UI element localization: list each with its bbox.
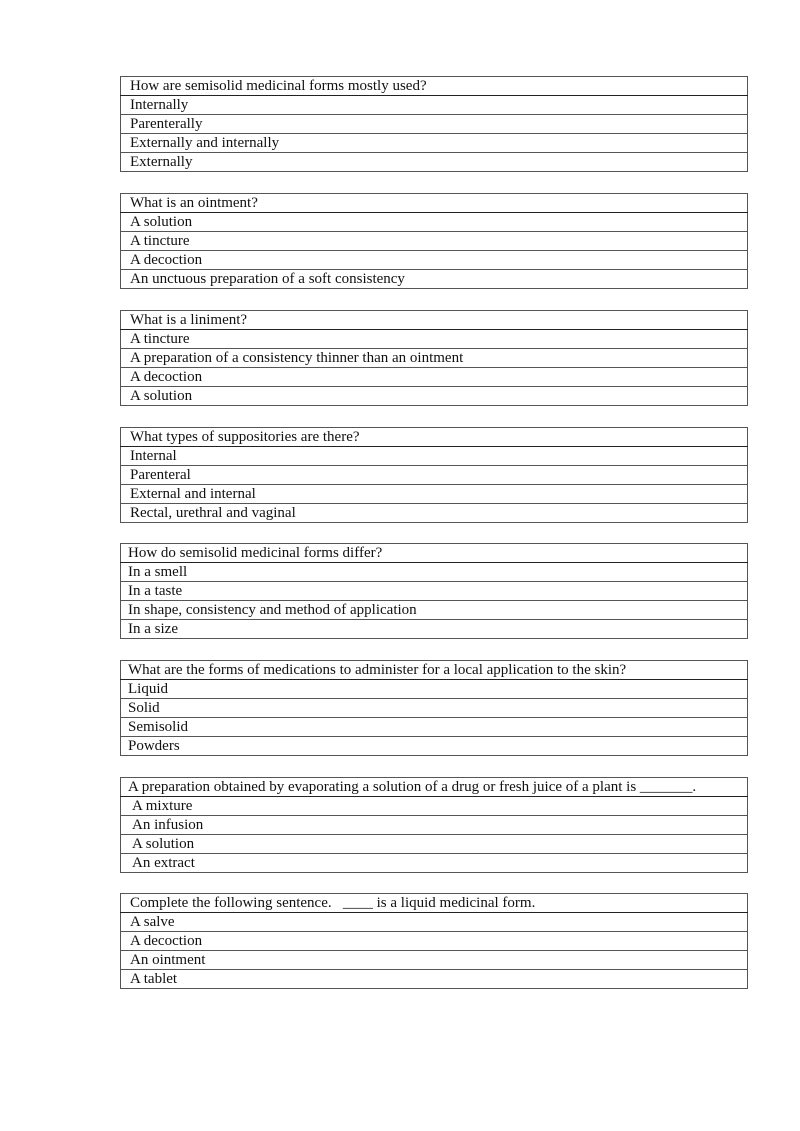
question-text: How do semisolid medicinal forms differ? bbox=[121, 544, 748, 563]
answer-option: An infusion bbox=[121, 816, 748, 835]
answer-option: Externally and internally bbox=[121, 134, 748, 153]
question-text: What is an ointment? bbox=[121, 194, 748, 213]
answer-option: Externally bbox=[121, 153, 748, 172]
question-block-4 bbox=[120, 427, 748, 523]
answer-option: Semisolid bbox=[121, 718, 748, 737]
answer-option: Solid bbox=[121, 699, 748, 718]
answer-option: A decoction bbox=[121, 251, 748, 270]
answer-option: An ointment bbox=[121, 951, 748, 970]
question-block-3 bbox=[120, 310, 748, 406]
answer-option: A decoction bbox=[121, 368, 748, 387]
question-block-1 bbox=[120, 76, 748, 172]
question-text: Complete the following sentence. ____ is a liquid medicinal form. bbox=[121, 894, 748, 913]
answer-option: A tablet bbox=[121, 970, 748, 989]
answer-option: An extract bbox=[121, 854, 748, 873]
question-block-2 bbox=[120, 193, 748, 289]
answer-option: A solution bbox=[121, 835, 748, 854]
question-text: A preparation obtained by evaporating a solution of a drug or fresh juice of a plant is _______. bbox=[121, 778, 748, 797]
question-text: What is a liniment? bbox=[121, 311, 748, 330]
answer-option: A solution bbox=[121, 213, 748, 232]
answer-option: A solution bbox=[121, 387, 748, 406]
answer-option: A mixture bbox=[121, 797, 748, 816]
answer-option: Powders bbox=[121, 737, 748, 756]
answer-option: Parenterally bbox=[121, 115, 748, 134]
answer-option: Internally bbox=[121, 96, 748, 115]
answer-option: In a smell bbox=[121, 563, 748, 582]
question-block-7 bbox=[120, 777, 748, 873]
answer-option: A salve bbox=[121, 913, 748, 932]
answer-option: A tincture bbox=[121, 232, 748, 251]
answer-option: An unctuous preparation of a soft consistency bbox=[121, 270, 748, 289]
question-text: What types of suppositories are there? bbox=[121, 428, 748, 447]
question-block-5 bbox=[120, 543, 748, 639]
answer-option: In shape, consistency and method of application bbox=[121, 601, 748, 620]
answer-option: Internal bbox=[121, 447, 748, 466]
answer-option: A tincture bbox=[121, 330, 748, 349]
answer-option: A preparation of a consistency thinner than an ointment bbox=[121, 349, 748, 368]
answer-option: Rectal, urethral and vaginal bbox=[121, 504, 748, 523]
answer-option: A decoction bbox=[121, 932, 748, 951]
answer-option: Parenteral bbox=[121, 466, 748, 485]
answer-option: In a size bbox=[121, 620, 748, 639]
answer-option: Liquid bbox=[121, 680, 748, 699]
question-block-6 bbox=[120, 660, 748, 756]
answer-option: In a taste bbox=[121, 582, 748, 601]
question-text: What are the forms of medications to administer for a local application to the skin? bbox=[121, 661, 748, 680]
question-text: How are semisolid medicinal forms mostly used? bbox=[121, 77, 748, 96]
question-block-8 bbox=[120, 893, 748, 989]
answer-option: External and internal bbox=[121, 485, 748, 504]
